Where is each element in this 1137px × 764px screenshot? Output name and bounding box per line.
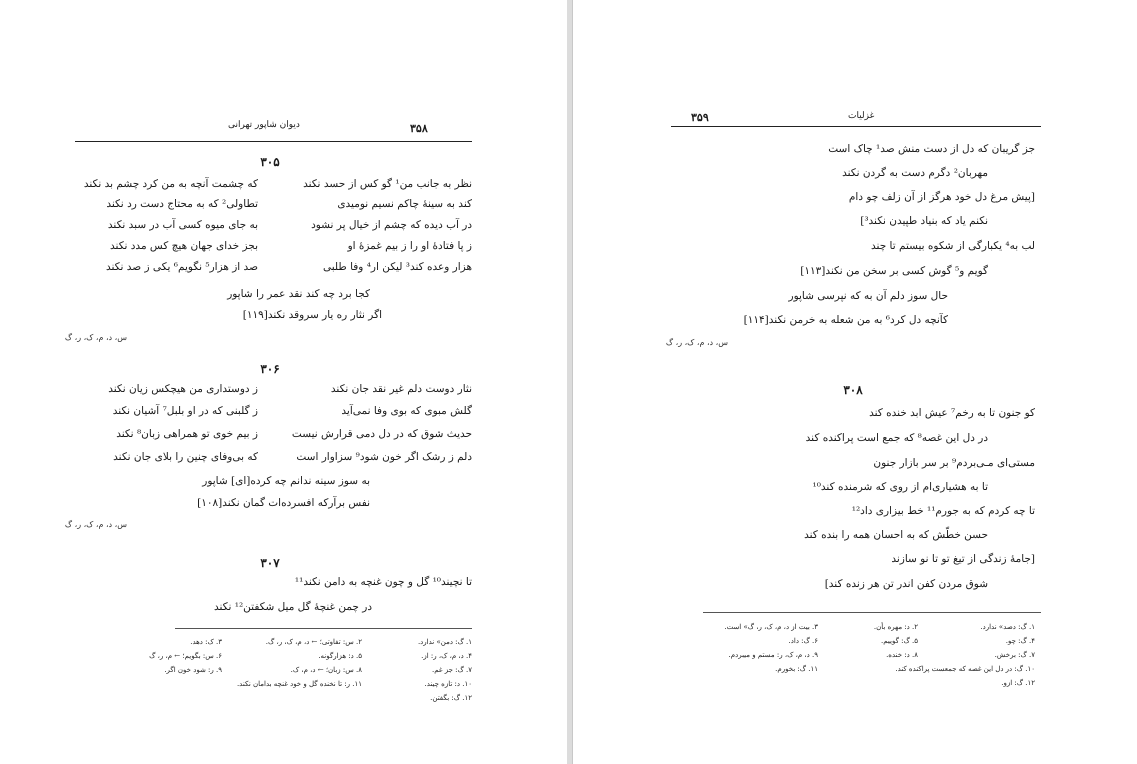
footnote: ۱۰. گ: در دل این غصه که جمعست پراکنده کند. bbox=[895, 665, 1035, 673]
closing-line: اگر نثار ره یار سروقد نکند[۱۱۹] bbox=[242, 309, 382, 321]
footnote: ۱۰. د: تازه چیند. bbox=[424, 680, 472, 688]
verse-line: لب به⁴ یکبارگی از شکوه بیستم تا چند bbox=[871, 240, 1035, 252]
hemistich-left: ز گلبنی که در او بلبل⁷ آشیان نکند bbox=[112, 405, 258, 417]
footnote: ۸. س: زبان؛ ← د، م، ک. bbox=[290, 666, 362, 674]
poem-number: ۳۰۸ bbox=[843, 383, 863, 397]
hemistich-left: که چشمت آنچه به من کرد چشم بد نکند bbox=[83, 178, 258, 190]
header-rule bbox=[75, 141, 472, 142]
footnote: ۶. گ: داد. bbox=[788, 637, 818, 645]
running-head: دیوان شاپور تهرانی bbox=[228, 120, 300, 130]
verse-line: مهربان² دگرم دست به گردن نکند bbox=[842, 167, 988, 179]
footnote: ۳. بیت از د، م، ک، ر، گ» است. bbox=[724, 623, 818, 631]
manuscript-sources: س، د، م، ک، ر، گ bbox=[665, 338, 728, 347]
footnote: ۷. گ: جز غم. bbox=[431, 666, 472, 674]
closing-line: نفس برآرکه افسرده‌ات گمان نکند[۱۰۸] bbox=[197, 497, 370, 509]
verse-line: تا به هشیاری‌ام از روی که شرمنده کند¹⁰ bbox=[812, 481, 988, 493]
hemistich-left: بجز خدای جهان هیچ کس مدد نکند bbox=[110, 240, 258, 252]
footnote: ۱۱. گ: بخورم. bbox=[775, 665, 818, 673]
hemistich-right: ز پا فتادهٔ او را ز بیم غمزهٔ او bbox=[347, 240, 472, 252]
footnote: ۳. ک: دهد. bbox=[190, 638, 222, 646]
verse-line: مستی‌ای مـی‌بردم⁹ بر سر بازار جنون bbox=[873, 457, 1035, 469]
verse-line: کو جنون تا به رخم⁷ عیش ابد خنده کند bbox=[869, 407, 1035, 419]
running-head: غزلیات bbox=[848, 111, 875, 121]
page-359 bbox=[572, 0, 1137, 764]
poem-number: ۳۰۷ bbox=[260, 556, 280, 570]
footnote: ۱۱. ر: تا نخنده گل و خود غنچه بدامان نکند. bbox=[236, 680, 362, 688]
footnote: ۴. د، م، ک، ر: از. bbox=[421, 652, 472, 660]
verse-line: در چمن غنچهٔ گل میل شکفتن¹² نکند bbox=[214, 601, 372, 613]
hemistich-right: کند به سینهٔ چاکم نسیم نومیدی bbox=[337, 198, 472, 210]
verse-line: [جامهٔ زندگی از تیغ تو تا نو سازند bbox=[891, 553, 1035, 565]
verse-line: شوق مردن کفن اندر تن هر زنده کند] bbox=[824, 578, 988, 590]
footnote: ۵. د: هزارگونه. bbox=[318, 652, 362, 660]
footnote: ۱. گ: دمن» ندارد. bbox=[417, 638, 472, 646]
footnote: ۵. گ: گوییم. bbox=[881, 637, 918, 645]
verse-line: جز گریبان که دل از دست منش صد¹ چاک است bbox=[828, 143, 1035, 155]
footnote-rule bbox=[175, 628, 472, 629]
page-number: ۳۵۹ bbox=[691, 111, 709, 124]
footnote: ۷. گ: برخش. bbox=[994, 651, 1035, 659]
hemistich-left: ز دوستداری من هیچکس زیان نکند bbox=[108, 383, 258, 395]
footnote: ۱۲. گ: ازو. bbox=[1001, 679, 1035, 687]
hemistich-left: تطاولی² که به محتاج دست رد نکند bbox=[106, 198, 258, 210]
hemistich-left: صد از هزار⁵ نگویم⁶ یکی ز صد نکند bbox=[106, 261, 258, 273]
footnote: ۹. د، م، ک، ر: مستم و میبردم. bbox=[728, 651, 818, 659]
footnote-rule bbox=[703, 612, 1041, 613]
hemistich-left: که بی‌وفای چنین را بلای جان نکند bbox=[113, 451, 258, 463]
verse-line: تا چه کردم که به جورم¹¹ خط بیزاری داد¹² bbox=[851, 505, 1035, 517]
hemistich-right: هزار وعده کند³ لیکن ار⁴ وفا طلبی bbox=[322, 261, 472, 273]
footnote: ۱. گ: دصد» ندارد. bbox=[980, 623, 1035, 631]
header-rule bbox=[671, 126, 1041, 127]
footnote: ۶. س: بگویم؛ ← م، ر، گ bbox=[149, 652, 222, 660]
verse-line: در دل این غصه⁸ که جمع است پراکنده کند bbox=[805, 432, 988, 444]
poem-number: ۳۰۵ bbox=[260, 155, 280, 169]
verse-line: حال سوز دلم آن به که نپرسی شاپور bbox=[788, 290, 948, 302]
verse-line: [پیش مرغ دل خود هرگز از آن زلف چو دام bbox=[848, 191, 1035, 203]
verse-line: تا نچیند¹⁰ گل و چون غنچه به دامن نکند¹¹ bbox=[294, 576, 472, 588]
hemistich-right: نثار دوست دلم غیر نقد جان نکند bbox=[330, 383, 472, 395]
closing-line: به سوز سینه ندانم چه کرده[ای] شاپور bbox=[202, 475, 370, 487]
verse-line: گویم و⁵ گوش کسی بر سخن من نکند[۱۱۳] bbox=[800, 265, 988, 277]
page-number: ۳۵۸ bbox=[410, 122, 428, 135]
verse-line: حسن خطّش که به احسان همه را بنده کند bbox=[804, 529, 988, 541]
verse-line: نکنم یاد که بنیاد طپیدن نکند³] bbox=[860, 215, 988, 227]
hemistich-right: حدیث شوق که در دل دمی قرارش نیست bbox=[291, 428, 472, 440]
hemistich-right: نظر به جانب من¹ گو کس از حسد نکند bbox=[303, 178, 472, 190]
poem-number: ۳۰۶ bbox=[260, 362, 280, 376]
manuscript-sources: س، د، م، ک، ر، گ bbox=[64, 520, 127, 529]
footnote: ۸. د: خنده. bbox=[886, 651, 918, 659]
verse-line: کآنچه دل کرد⁶ به من شعله به خرمن نکند[۱۱۴] bbox=[743, 314, 948, 326]
page-358 bbox=[0, 0, 568, 764]
footnote: ۹. ر: شود خون اگر. bbox=[164, 666, 222, 674]
manuscript-sources: س، د، م، ک، ر، گ bbox=[64, 333, 127, 342]
hemistich-left: ز بیم خوی تو همراهی زبان⁸ نکند bbox=[116, 428, 258, 440]
footnote: ۴. گ: چو. bbox=[1005, 637, 1035, 645]
hemistich-left: به جای میوه کسی آب در سبد نکند bbox=[107, 219, 258, 231]
hemistich-right: در آب دیده که چشم از خیال پر نشود bbox=[311, 219, 472, 231]
hemistich-right: گلش مبوی که بوی وفا نمی‌آید bbox=[341, 405, 472, 417]
closing-line: کجا برد چه کند نقد عمر را شاپور bbox=[227, 288, 370, 300]
footnote: ۲. د: مهره بأن. bbox=[873, 623, 918, 631]
hemistich-right: دلم ز رشک اگر خون شود⁹ سزاوار است bbox=[296, 451, 472, 463]
footnote: ۲. س: تفاوتی؛ ← د، م، ک، ر، گ. bbox=[265, 638, 362, 646]
footnote: ۱۲. گ: بگفتن. bbox=[430, 694, 472, 702]
